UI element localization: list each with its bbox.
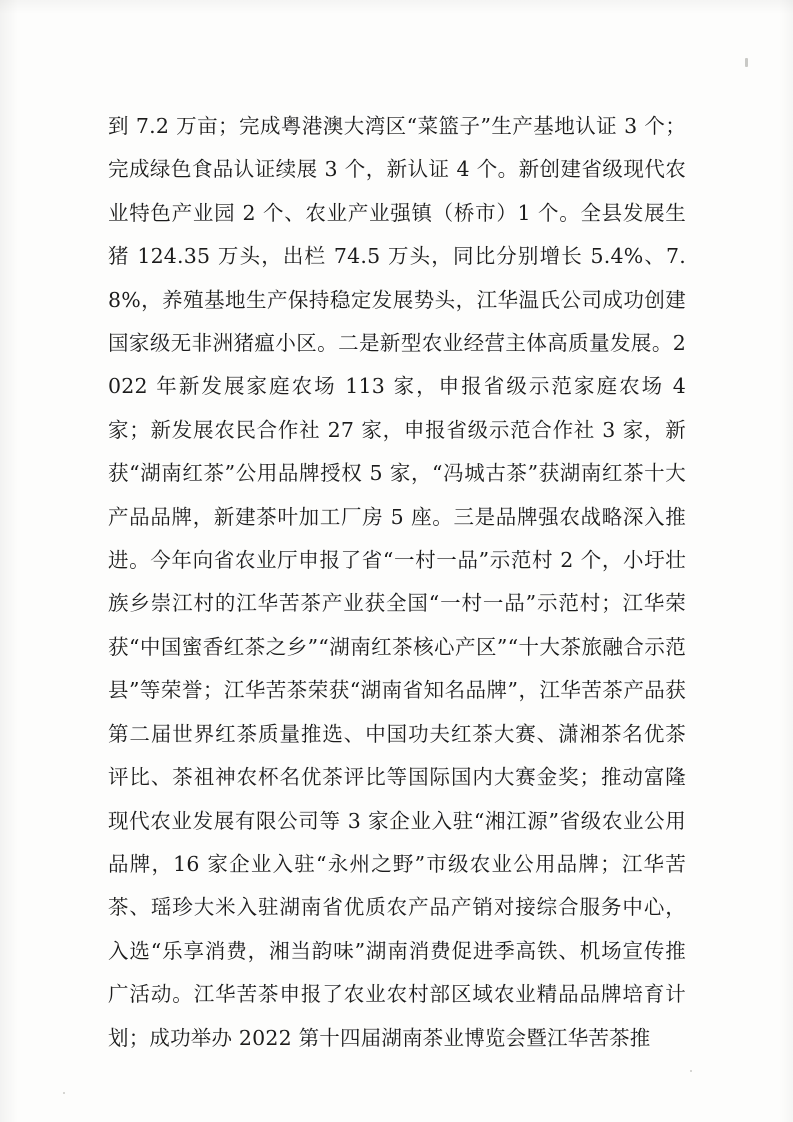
scan-shadow-right	[779, 0, 793, 1122]
scan-shadow-top	[0, 0, 793, 14]
scan-shadow-left	[0, 0, 18, 1122]
scan-speck	[690, 1070, 692, 1072]
scan-speck	[63, 1092, 65, 1094]
document-body-paragraph: 到 7.2 万亩；完成粤港澳大湾区“菜篮子”生产基地认证 3 个；完成绿色食品认证续展 3 个，新认证 4 个。新创建省级现代农业特色产业园 2 个、农业产业强镇（桥市）1 个。全县发展生猪 124.35 万头，出栏 74.5 万头，同比分别增长 5.4%、7.8%，养殖基地生产保持稳定发展势头，江华温氏公司成功创建国家级无非洲猪瘟小区。二是新型农业经营主体高质量发展。2022 年新发展家庭农场 113 家，申报省级示范家庭农场 4 家；新发展农民合作社 27 家，申报省级示范合作社 3 家，新获“湖南红茶”公用品牌授权 5 家，“冯城古茶”获湖南红茶十大产品品牌，新建茶叶加工厂房 5 座。三是品牌强农战略深入推进。今年向省农业厅申报了省“一村一品”示范村 2 个，小圩壮族乡崇江村的江华苦茶产业获全国“一村一品”示范村；江华荣获“中国蜜香红茶之乡”“湖南红茶核心产区”“十大茶旅融合示范县”等荣誉；江华苦茶荣获“湖南省知名品牌”，江华苦茶产品获第二届世界红茶质量推选、中国功夫红茶大赛、潇湘茶名优茶评比、茶祖神农杯名优茶评比等国际国内大赛金奖；推动富隆现代农业发展有限公司等 3 家企业入驻“湘江源”省级农业公用品牌，16 家企业入驻“永州之野”市级农业公用品牌；江华苦茶、瑶珍大米入驻湖南省优质农产品产销对接综合服务中心，入选“乐享消费，湘当韵味”湖南消费促进季高铁、机场宣传推广活动。江华苦茶申报了农业农村部区域农业精品品牌培育计划；成功举办 2022 第十四届湖南茶业博览会暨江华苦茶推	[108, 114, 693, 1050]
scan-speck	[745, 58, 748, 67]
